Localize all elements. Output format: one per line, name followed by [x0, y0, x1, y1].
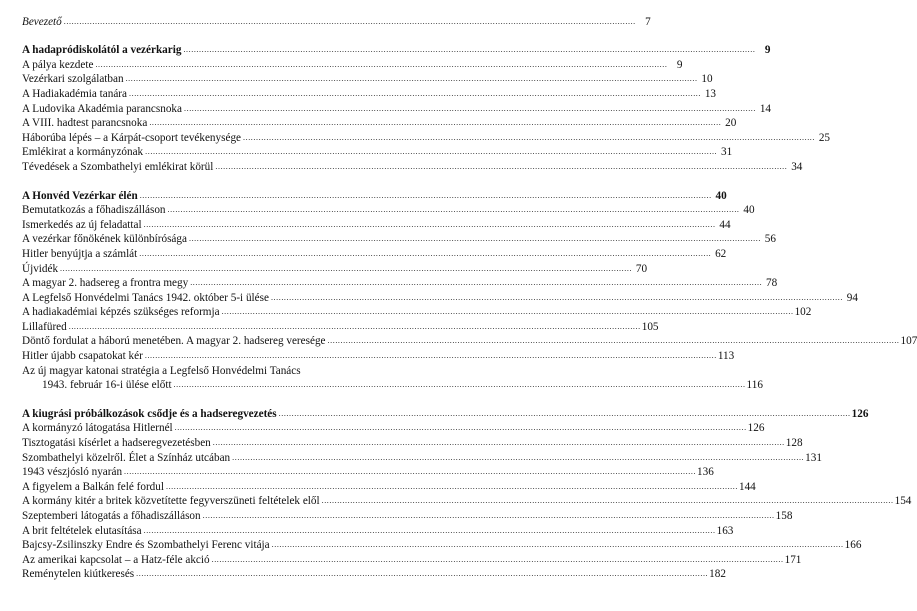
- entry-title: Az amerikai kapcsolat – a Hatz-féle akció: [22, 553, 210, 566]
- toc-entry: [22, 319, 659, 334]
- dot-leader: ............................................................................................................................................................................................................................: [149, 118, 722, 128]
- toc-entry: [22, 217, 731, 232]
- dot-leader: ............................................................................................................................................................................................................................: [243, 132, 815, 142]
- dot-leader: ............................................................................................................................................................................................................................: [327, 336, 900, 346]
- entry-page: 40: [743, 204, 755, 217]
- toc-entry: [22, 159, 803, 174]
- toc-entry: [22, 305, 812, 320]
- dot-leader: ............................................................................................................................................................................................................................: [144, 351, 717, 361]
- entry-title: A Legfelső Honvédelmi Tanács 1942. október 5-i ülése: [22, 291, 269, 304]
- entry-page: 31: [720, 146, 733, 159]
- toc-entry: [22, 203, 755, 218]
- entry-title: A Hadiakadémia tanára: [22, 87, 127, 100]
- toc-entry: [22, 494, 912, 509]
- dot-leader: ............................................................................................................................................................................................................................: [143, 525, 716, 535]
- toc-entry: [22, 552, 802, 567]
- entry-page: 171: [784, 553, 802, 566]
- dot-leader: ............................................................................................................................................................................................................................: [215, 161, 788, 171]
- entry-title: Az új magyar katonai stratégia a Legfelső Honvédelmi Tanács: [22, 364, 301, 377]
- entry-title: Hitler újabb csapatokat kér: [22, 350, 143, 363]
- dot-leader: ............................................................................................................................................................................................................................: [184, 103, 756, 113]
- entry-title: A magyar 2. hadsereg a frontra megy: [22, 277, 189, 290]
- entry-title: Újvidék: [22, 262, 59, 275]
- dot-leader: ............................................................................................................................................................................................................................: [129, 88, 701, 98]
- dot-leader: ............................................................................................................................................................................................................................: [174, 423, 747, 433]
- entry-page: 182: [709, 568, 726, 581]
- section-page: 9: [764, 44, 771, 57]
- entry-page: 13: [704, 87, 716, 100]
- toc-entry: [22, 116, 737, 131]
- dot-leader: ............................................................................................................................................................................................................................: [60, 263, 633, 273]
- entry-page: 116: [746, 379, 763, 392]
- entry-title: A VIII. hadtest parancsnoka: [22, 117, 148, 130]
- entry-title: A figyelem a Balkán felé fordul: [22, 480, 164, 493]
- entry-page: 78: [766, 277, 778, 290]
- toc-entry: [22, 101, 771, 116]
- entry-page: 25: [818, 131, 830, 144]
- toc-entry: [22, 86, 716, 101]
- toc-entry: [22, 479, 756, 494]
- dot-leader: ............................................................................................................................................................................................................................: [143, 219, 716, 229]
- toc-entry: [22, 57, 683, 72]
- toc-entry: [22, 508, 793, 523]
- section-page: 126: [851, 407, 869, 420]
- dot-leader: ............................................................................................................................................................................................................................: [125, 74, 698, 84]
- entry-title: A Ludovika Akadémia parancsnoka: [22, 102, 182, 115]
- section-title: A hadapródiskolától a vezérkarig: [22, 44, 182, 57]
- toc-entry: [22, 450, 822, 465]
- entry-title: Szeptemberi látogatás a főhadiszálláson: [22, 510, 201, 522]
- dot-leader: ............................................................................................................................................................................................................................: [165, 481, 738, 491]
- entry-page: 10: [701, 73, 713, 86]
- entry-title: A pálya kezdete: [22, 58, 94, 71]
- table-of-contents: [22, 14, 917, 581]
- entry-page: 128: [785, 437, 803, 450]
- entry-title-continued: 1943. február 16-i ülése előtt: [42, 379, 172, 392]
- entry-page: 34: [791, 160, 803, 173]
- dot-leader: ............................................................................................................................................................................................................................: [190, 278, 763, 288]
- entry-page: 163: [716, 524, 734, 537]
- entry-page: 154: [894, 495, 912, 508]
- dot-leader: ............................................................................................................................................................................................................................: [232, 452, 805, 462]
- dot-leader: ............................................................................................................................................................................................................................: [95, 59, 668, 69]
- entry-title: Háborúba lépés – a Kárpát-csoport tevékenysége: [22, 131, 241, 144]
- toc-entry: [22, 130, 830, 145]
- entry-title: Bemutatkozás a főhadiszálláson: [22, 204, 166, 217]
- dot-leader: ............................................................................................................................................................................................................................: [183, 45, 756, 55]
- entry-title: A brit feltételek elutasítása: [22, 524, 142, 537]
- dot-leader: ............................................................................................................................................................................................................................: [145, 147, 718, 157]
- dot-leader: ............................................................................................................................................................................................................................: [202, 511, 775, 520]
- dot-leader: ............................................................................................................................................................................................................................: [167, 205, 740, 215]
- entry-page: 105: [641, 320, 659, 333]
- entry-page: 14: [759, 102, 771, 115]
- section-heading: [22, 188, 727, 203]
- entry-title: Vezérkari szolgálatban: [22, 73, 124, 86]
- toc-entry: [22, 72, 713, 87]
- toc-entry: [22, 567, 726, 582]
- dot-leader: ............................................................................................................................................................................................................................: [68, 321, 641, 331]
- dot-leader: ............................................................................................................................................................................................................................: [63, 16, 636, 26]
- section-page: 40: [715, 189, 727, 202]
- entry-page: 7: [645, 15, 651, 28]
- section-heading: [22, 43, 771, 58]
- toc-entry-line1: [22, 363, 480, 378]
- entry-page: 94: [846, 291, 858, 304]
- entry-page: 158: [775, 510, 793, 522]
- entry-title: Tévedések a Szombathelyi emlékirat körül: [22, 160, 214, 173]
- toc-entry: [22, 232, 776, 247]
- section-title: A kiugrási próbálkozások csődje és a hadseregvezetés: [22, 407, 277, 420]
- toc-entry-line2: [22, 378, 763, 393]
- section-title: A Honvéd Vezérkar élén: [22, 189, 138, 202]
- entry-page: 113: [717, 350, 735, 363]
- entry-title: Bevezető: [22, 15, 62, 28]
- toc-entry: [22, 523, 734, 538]
- dot-leader: ............................................................................................................................................................................................................................: [271, 540, 844, 550]
- entry-page: 144: [738, 480, 756, 493]
- toc-entry: [22, 145, 733, 160]
- entry-page: 9: [676, 58, 683, 71]
- toc-entry: [22, 435, 803, 450]
- entry-title: Reménytelen kiútkeresés: [22, 568, 135, 581]
- entry-page: 126: [747, 422, 765, 435]
- dot-leader: ............................................................................................................................................................................................................................: [212, 438, 785, 448]
- dot-leader: ............................................................................................................................................................................................................................: [173, 380, 746, 390]
- toc-entry: [22, 261, 648, 276]
- entry-title: A hadiakadémiai képzés szükséges reformja: [22, 306, 220, 319]
- entry-title: Döntő fordulat a háború menetében. A magyar 2. hadsereg veresége: [22, 335, 326, 348]
- section-heading: [22, 406, 869, 421]
- entry-title: A vezérkar főnökének különbírósága: [22, 233, 187, 246]
- entry-title: A kormány kitér a britek közvetítette fegyverszüneti feltételek elől: [22, 495, 320, 508]
- dot-leader: ............................................................................................................................................................................................................................: [211, 554, 784, 564]
- entry-title: Hitler benyújtja a számlát: [22, 247, 138, 260]
- entry-page: 131: [805, 451, 822, 464]
- dot-leader: ............................................................................................................................................................................................................................: [278, 408, 851, 418]
- toc-entry: [22, 276, 778, 291]
- toc-entry: [22, 290, 858, 305]
- entry-page: 70: [635, 262, 648, 275]
- toc-entry-intro: [22, 14, 651, 29]
- entry-title: Tisztogatási kísérlet a hadseregvezetésben: [22, 437, 211, 450]
- dot-leader: ............................................................................................................................................................................................................................: [124, 467, 697, 477]
- entry-title: 1943 vészjósló nyarán: [22, 466, 123, 479]
- entry-page: 20: [725, 117, 737, 130]
- entry-title: A kormányzó látogatása Hitlernél: [22, 422, 173, 435]
- entry-title: Emlékirat a kormányzónak: [22, 146, 144, 159]
- toc-entry: [22, 421, 765, 436]
- entry-page: 44: [719, 218, 731, 231]
- dot-leader: ............................................................................................................................................................................................................................: [270, 292, 843, 302]
- dot-leader: ............................................................................................................................................................................................................................: [321, 496, 894, 506]
- entry-title: Lillafüred: [22, 320, 67, 333]
- toc-entry: [22, 538, 862, 553]
- toc-entry: [22, 465, 714, 480]
- entry-page: 136: [697, 466, 714, 479]
- entry-title: Ismerkedés az új feladattal: [22, 218, 142, 231]
- dot-leader: ............................................................................................................................................................................................................................: [188, 234, 761, 244]
- entry-page: 102: [794, 306, 812, 319]
- entry-page: 62: [715, 247, 727, 260]
- dot-leader: ............................................................................................................................................................................................................................: [136, 569, 709, 579]
- entry-title: Bajcsy-Zsilinszky Endre és Szombathelyi Ferenc vitája: [22, 539, 270, 552]
- toc-entry: [22, 334, 917, 349]
- entry-page: 107: [900, 335, 917, 348]
- entry-page: 56: [764, 233, 776, 246]
- dot-leader: ............................................................................................................................................................................................................................: [139, 190, 712, 200]
- entry-title: Szombathelyi közelről. Élet a Színház utcában: [22, 451, 231, 464]
- toc-entry: [22, 348, 735, 363]
- toc-entry: [22, 246, 727, 261]
- dot-leader: ............................................................................................................................................................................................................................: [221, 307, 794, 317]
- entry-page: 166: [844, 539, 862, 552]
- dot-leader: ............................................................................................................................................................................................................................: [139, 248, 712, 258]
